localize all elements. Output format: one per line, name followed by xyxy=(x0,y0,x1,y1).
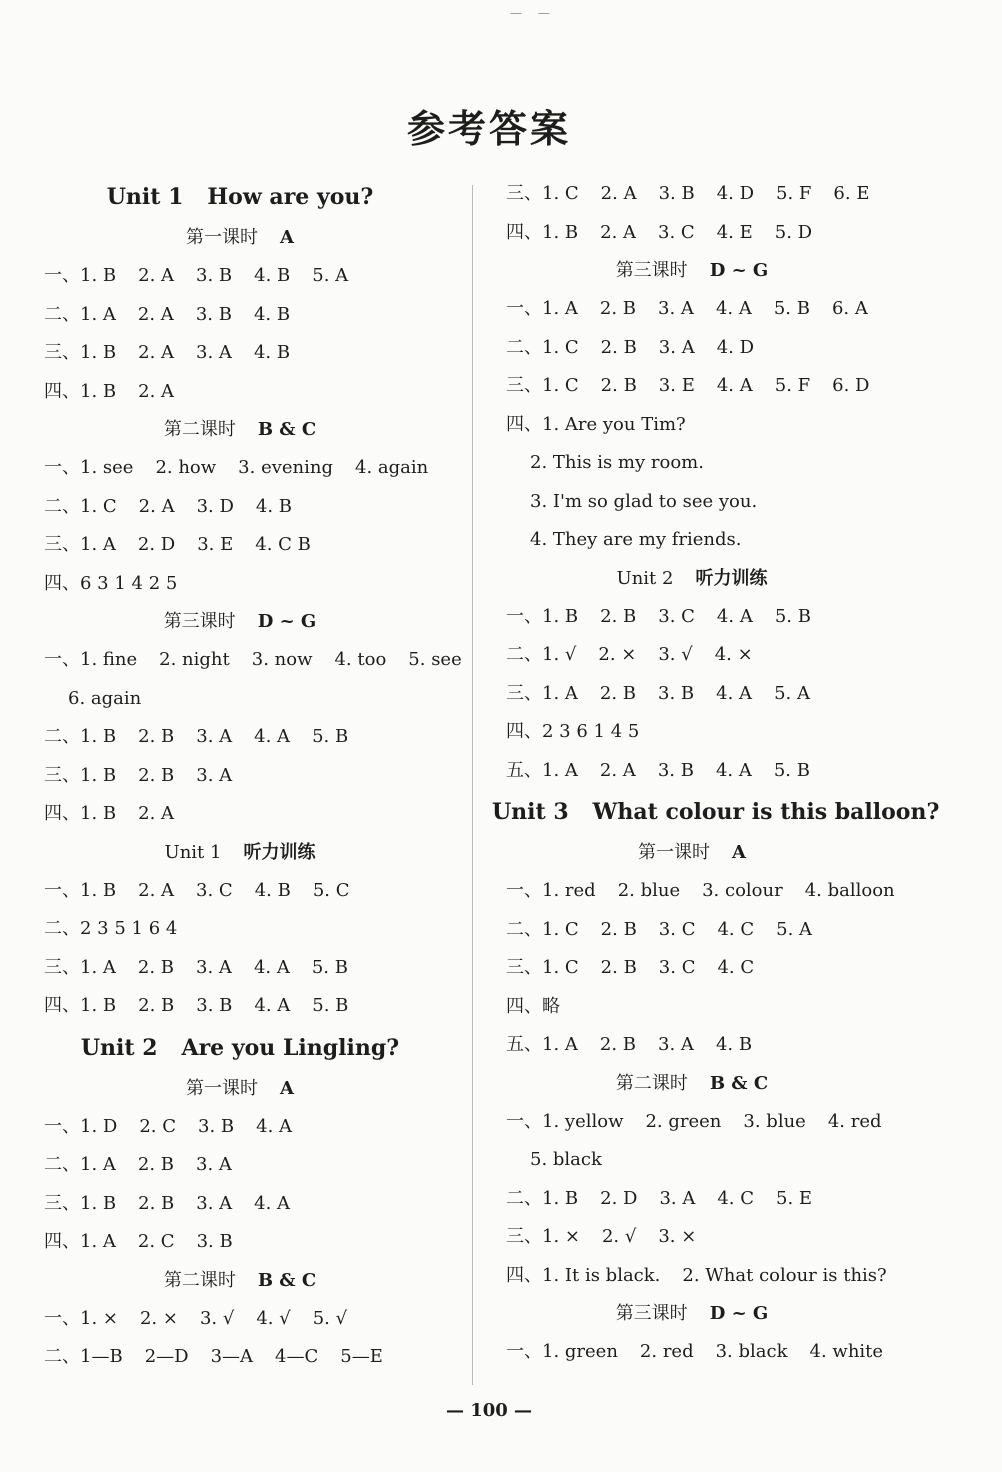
answer-item: 一、1. × xyxy=(44,1307,118,1329)
answer-item: 四、1. Are you Tim? xyxy=(506,413,686,435)
answer-item: 3. colour xyxy=(702,880,783,901)
answer-item: 3. B xyxy=(658,183,695,204)
lesson-code: D ~ G xyxy=(709,260,769,281)
answer-row xyxy=(30,987,450,1026)
answer-item: 2. B xyxy=(600,605,637,627)
lesson-heading xyxy=(30,834,450,872)
lesson-code: 听力训练 xyxy=(695,567,768,589)
answer-row xyxy=(492,1257,892,1296)
answer-item: 4. A xyxy=(254,726,291,747)
lesson-heading xyxy=(30,411,450,449)
answer-item: 2. B xyxy=(137,1154,175,1175)
answer-item: 3. C xyxy=(658,605,695,627)
answer-row xyxy=(30,488,450,527)
answer-item: 4. B xyxy=(253,303,291,325)
answer-item: 3. √ xyxy=(658,644,693,665)
answer-row xyxy=(30,1146,450,1185)
answer-row xyxy=(492,290,892,329)
answer-item: 二、1. A xyxy=(44,303,116,325)
answer-item: 5. A xyxy=(774,682,810,704)
answer-row xyxy=(492,1333,892,1372)
unit-title: Are you Lingling? xyxy=(181,1034,400,1061)
lesson-heading xyxy=(30,603,450,641)
lesson-label: 第二课时 xyxy=(163,419,236,440)
answer-item: 4. × xyxy=(714,644,753,665)
answer-item: 2. A xyxy=(599,759,636,781)
answer-item: 4. A xyxy=(716,375,753,396)
answer-row xyxy=(492,675,892,714)
answer-row xyxy=(492,872,895,911)
answer-item: 4. √ xyxy=(256,1307,291,1329)
answer-row xyxy=(30,565,450,604)
answer-row xyxy=(30,1223,450,1262)
answer-item: 5. B xyxy=(774,605,811,627)
answer-item: 四、1. It is black. xyxy=(506,1264,661,1286)
answer-item: 5. A xyxy=(312,265,349,286)
answer-row xyxy=(30,1108,450,1147)
answer-item: 5. F xyxy=(774,375,811,396)
answer-item: 3. B xyxy=(196,1231,233,1252)
answer-item: 4. again xyxy=(355,457,429,478)
answer-item: 四、1. B xyxy=(506,221,579,243)
answer-item: 一、1. green xyxy=(506,1341,618,1362)
answer-item: 4. A xyxy=(254,1192,291,1214)
answer-row xyxy=(492,988,892,1027)
answer-item: 2. × xyxy=(139,1307,178,1329)
lesson-code: B & C xyxy=(257,1269,317,1291)
answer-row xyxy=(492,636,892,675)
answer-item: 2. B xyxy=(600,336,637,358)
top-marks: — — xyxy=(510,6,556,20)
answer-item: 4. A xyxy=(253,956,290,978)
lesson-label: 第二课时 xyxy=(615,1072,688,1094)
answer-row xyxy=(30,373,450,412)
answer-item: 2. blue xyxy=(617,880,681,901)
answer-item: 3. E xyxy=(197,534,234,555)
answer-item: 4. balloon xyxy=(804,880,895,901)
answer-item: 2. green xyxy=(645,1110,722,1132)
lesson-heading xyxy=(492,560,892,598)
answer-item: 三、1. × xyxy=(506,1226,580,1247)
answer-item: 4. A xyxy=(256,1115,293,1137)
answer-item: 2. × xyxy=(598,644,637,665)
answer-item: 4. C xyxy=(717,1187,755,1209)
answer-item: 2. C xyxy=(139,1115,176,1137)
answer-item: 2. A xyxy=(138,803,175,824)
answer-item: 5. D xyxy=(774,221,813,243)
lesson-label: 第一课时 xyxy=(638,842,711,863)
answer-item: 3. × xyxy=(658,1226,697,1247)
answer-row xyxy=(492,175,892,214)
answer-item: 2—D xyxy=(144,1346,189,1367)
answer-item: 3. B xyxy=(195,303,232,325)
answer-row xyxy=(492,949,892,988)
answer-item: 三、1. A xyxy=(44,534,116,555)
answer-item: 一、1. B xyxy=(44,879,117,901)
answer-item: 四、1. B xyxy=(44,995,117,1016)
column-divider xyxy=(472,185,473,1385)
answer-item: 3. D xyxy=(196,495,234,517)
answer-item: 三、1. A xyxy=(44,956,116,978)
answer-item: 2. B xyxy=(599,1034,637,1055)
answer-item: 3. C xyxy=(196,879,233,901)
lesson-code: D ~ G xyxy=(709,1303,769,1324)
answer-row xyxy=(492,329,892,368)
answer-item: 3. A xyxy=(196,726,233,747)
lesson-heading xyxy=(30,219,450,257)
answer-row xyxy=(30,872,450,911)
answer-item: 2. night xyxy=(159,649,230,670)
answer-item: 一、1. see xyxy=(44,457,134,478)
answer-item: 4. A xyxy=(715,759,752,781)
answer-row xyxy=(492,1103,892,1142)
answer-row xyxy=(30,910,450,949)
lesson-heading xyxy=(492,1065,892,1103)
answer-row xyxy=(30,641,462,680)
answer-item: 2. A xyxy=(600,183,637,204)
lesson-heading xyxy=(492,1295,892,1333)
answer-item: 一、1. D xyxy=(44,1115,118,1137)
answer-item: 3. B xyxy=(196,995,233,1016)
answer-item: 2. D xyxy=(137,534,176,555)
answer-item: 3. now xyxy=(251,649,313,670)
answer-item: 3. A xyxy=(196,764,233,786)
answer-row xyxy=(492,1218,892,1257)
answer-item: 5. B xyxy=(773,298,810,319)
answer-item: 2. C xyxy=(137,1231,175,1252)
answer-item: 6. again xyxy=(68,687,142,709)
answer-item: 二、1. √ xyxy=(506,644,577,665)
lesson-heading xyxy=(492,252,892,290)
answer-item: 4. B xyxy=(254,879,291,901)
answer-item: 四、6 3 1 4 2 5 xyxy=(44,572,178,594)
answer-item: 5. B xyxy=(312,995,349,1016)
answer-item: 3. C xyxy=(658,957,696,978)
answer-row xyxy=(492,214,892,253)
lesson-label: 第三课时 xyxy=(615,260,688,281)
answer-item: 二、1. C xyxy=(506,336,579,358)
answer-item: 2. B xyxy=(600,918,637,940)
answer-item: 3. C xyxy=(658,221,695,243)
answer-item: 3. B xyxy=(658,682,695,704)
answer-item: 3. C xyxy=(658,918,696,940)
answer-item: 2. B xyxy=(599,682,637,704)
answer-row xyxy=(492,406,892,445)
answer-item: 四、略 xyxy=(506,995,560,1017)
answer-item: 二、1. B xyxy=(44,726,117,747)
answer-row xyxy=(30,795,450,834)
answer-item: 4. B xyxy=(715,1034,753,1055)
answer-item: 四、1. B xyxy=(44,380,117,402)
answer-item: 2. What colour is this? xyxy=(682,1264,887,1286)
answer-row xyxy=(492,483,892,522)
answer-item: 2. B xyxy=(137,956,175,978)
answer-item: 5—E xyxy=(340,1346,383,1367)
lesson-label: Unit 1 xyxy=(164,841,222,863)
answer-item: 6. E xyxy=(833,183,870,204)
lesson-label: 第二课时 xyxy=(163,1269,236,1291)
answer-row xyxy=(492,752,892,791)
answer-item: 三、1. A xyxy=(506,682,578,704)
answer-item: 4. too xyxy=(334,649,387,670)
unit-heading xyxy=(492,790,940,834)
answer-item: 一、1. A xyxy=(506,298,578,319)
answer-row xyxy=(30,296,450,335)
answer-item: 2. This is my room. xyxy=(530,452,704,473)
answer-item: 2. how xyxy=(155,457,217,478)
answer-item: 五、1. A xyxy=(506,1034,578,1055)
answer-item: 三、1. C xyxy=(506,375,579,396)
answer-item: 一、1. red xyxy=(506,880,596,901)
unit-title: How are you? xyxy=(207,184,374,210)
answer-item: 2. A xyxy=(137,303,174,325)
answer-row xyxy=(30,718,450,757)
answer-item: 一、1. fine xyxy=(44,649,138,670)
answer-item: 2. A xyxy=(138,265,175,286)
answer-item: 3. A xyxy=(659,1187,696,1209)
answer-item: 二、1. C xyxy=(506,918,579,940)
answer-item: 4. D xyxy=(716,183,755,204)
answer-item: 5. A xyxy=(776,918,813,940)
answer-item: 4. C B xyxy=(255,534,311,555)
answer-item: 4. B xyxy=(255,495,293,517)
answer-item: 3. A xyxy=(658,298,694,319)
unit-number: Unit 1 xyxy=(106,184,184,210)
answer-item: 2. B xyxy=(138,726,175,747)
unit-title: What colour is this balloon? xyxy=(592,799,940,825)
answer-row xyxy=(492,1141,892,1180)
answer-row xyxy=(30,680,450,719)
answer-item: 二、1. B xyxy=(506,1187,579,1209)
answer-item: 五、1. A xyxy=(506,759,578,781)
answer-row xyxy=(492,713,892,752)
answer-item: 5. B xyxy=(311,956,348,978)
answer-item: 三、1. B xyxy=(44,342,117,363)
answer-row xyxy=(492,598,892,637)
answer-item: 二、1—B xyxy=(44,1346,123,1367)
lesson-label: 第一课时 xyxy=(186,227,259,248)
answer-item: 一、1. yellow xyxy=(506,1110,624,1132)
answer-item: 3. evening xyxy=(238,457,334,478)
answer-item: 6. A xyxy=(831,298,868,319)
answer-item: 5. B xyxy=(773,759,810,781)
answer-item: 四、1. A xyxy=(44,1231,116,1252)
answer-item: 3. B xyxy=(198,1115,235,1137)
answer-item: 4—C xyxy=(275,1346,319,1367)
answer-item: 4. B xyxy=(254,265,291,286)
lesson-label: 第一课时 xyxy=(186,1077,259,1099)
unit-number: Unit 2 xyxy=(80,1034,158,1061)
answer-item: 二、1. A xyxy=(44,1154,116,1175)
answer-row xyxy=(30,1185,450,1224)
answer-row xyxy=(30,449,450,488)
answer-row xyxy=(30,1338,450,1377)
unit-heading xyxy=(30,1026,450,1070)
answer-row xyxy=(492,521,892,560)
answer-item: 二、1. C xyxy=(44,495,117,517)
answer-item: 三、1. B xyxy=(44,1192,117,1214)
left-column xyxy=(30,175,462,1377)
answer-row xyxy=(30,257,450,296)
answer-item: 二、2 3 5 1 6 4 xyxy=(44,918,178,939)
answer-item: 2. B xyxy=(600,957,637,978)
lesson-code: A xyxy=(280,1077,294,1099)
answer-item: 2. A xyxy=(138,495,175,517)
answer-item: 2. B xyxy=(138,1192,175,1214)
answer-item: 3. A xyxy=(658,1034,694,1055)
answer-item: 4. They are my friends. xyxy=(530,529,742,550)
answer-item: 5. E xyxy=(776,1187,813,1209)
answer-item: 三、1. C xyxy=(506,183,579,204)
answer-item: 2. B xyxy=(138,995,175,1016)
answer-row xyxy=(30,334,450,373)
lesson-heading xyxy=(492,834,892,872)
page-title: 参考答案 xyxy=(406,106,571,151)
answer-row xyxy=(30,526,450,565)
answer-item: 4. C xyxy=(717,957,755,978)
lesson-code: A xyxy=(732,842,746,863)
answer-item: 3. E xyxy=(658,375,695,396)
answer-row xyxy=(30,757,450,796)
answer-item: 5. black xyxy=(530,1149,602,1170)
answer-row xyxy=(30,1300,450,1339)
answer-row xyxy=(492,1180,892,1219)
answer-item: 四、2 3 6 1 4 5 xyxy=(506,721,640,742)
answer-item: 4. A xyxy=(254,995,291,1016)
answer-item: 5. B xyxy=(312,726,349,747)
lesson-label: 第三课时 xyxy=(615,1303,688,1324)
answer-item: 3. B xyxy=(196,265,233,286)
answer-item: 2. A xyxy=(138,380,175,402)
answer-item: 4. E xyxy=(716,221,753,243)
answer-item: 四、1. B xyxy=(44,803,117,824)
lesson-heading xyxy=(30,1262,450,1300)
answer-item: 2. B xyxy=(599,298,637,319)
lesson-label: 第三课时 xyxy=(163,611,236,632)
answer-item: 5. see xyxy=(408,649,462,670)
answer-row xyxy=(492,1026,892,1065)
answer-item: 一、1. B xyxy=(44,265,117,286)
lesson-code: B & C xyxy=(257,419,317,440)
unit-heading xyxy=(30,175,450,219)
answer-row xyxy=(492,367,892,406)
lesson-code: A xyxy=(280,227,294,248)
lesson-code: B & C xyxy=(709,1072,769,1094)
answer-item: 2. red xyxy=(639,1341,694,1362)
answer-item: 3. A xyxy=(196,956,232,978)
lesson-code: D ~ G xyxy=(257,611,317,632)
lesson-code: 听力训练 xyxy=(243,841,316,863)
answer-item: 三、1. C xyxy=(506,957,579,978)
answer-item: 3. √ xyxy=(199,1307,235,1329)
answer-item: 4. A xyxy=(716,682,753,704)
answer-item: 4. B xyxy=(253,342,291,363)
lesson-label: Unit 2 xyxy=(616,567,674,589)
answer-item: 2. A xyxy=(600,221,637,243)
answer-item: 2. B xyxy=(600,375,637,396)
answer-item: 3. I'm so glad to see you. xyxy=(530,490,758,512)
answer-item: 4. red xyxy=(827,1110,882,1132)
answer-item: 3. A xyxy=(196,1154,232,1175)
answer-item: 5. C xyxy=(312,879,350,901)
answer-item: 4. white xyxy=(809,1341,884,1362)
answer-row xyxy=(30,949,450,988)
answer-item: 4. A xyxy=(716,605,753,627)
page-number: — 100 — xyxy=(445,1400,533,1421)
answer-item: 2. A xyxy=(138,879,175,901)
answer-item: 4. C xyxy=(717,918,755,940)
answer-item: 3. blue xyxy=(743,1110,806,1132)
answer-item: 3. A xyxy=(658,336,695,358)
answer-item: 3. A xyxy=(196,342,232,363)
right-column xyxy=(492,175,940,1372)
answer-row xyxy=(492,444,892,483)
answer-item: 2. B xyxy=(138,764,175,786)
answer-item: 3. A xyxy=(196,1192,233,1214)
answer-item: 一、1. B xyxy=(506,605,579,627)
answer-item: 4. A xyxy=(715,298,752,319)
lesson-heading xyxy=(30,1070,450,1108)
answer-item: 3. B xyxy=(657,759,694,781)
answer-item: 3. black xyxy=(715,1341,788,1362)
answer-item: 5. F xyxy=(776,183,812,204)
answer-item: 三、1. B xyxy=(44,764,117,786)
answer-item: 4. D xyxy=(716,336,755,358)
answer-item: 5. √ xyxy=(312,1307,348,1329)
unit-number: Unit 3 xyxy=(492,799,569,825)
answer-item: 6. D xyxy=(832,375,870,396)
answer-item: 3—A xyxy=(210,1346,254,1367)
answer-item: 2. D xyxy=(600,1187,638,1209)
answer-item: 2. A xyxy=(138,342,175,363)
answer-row xyxy=(492,911,892,950)
answer-item: 2. √ xyxy=(601,1226,637,1247)
